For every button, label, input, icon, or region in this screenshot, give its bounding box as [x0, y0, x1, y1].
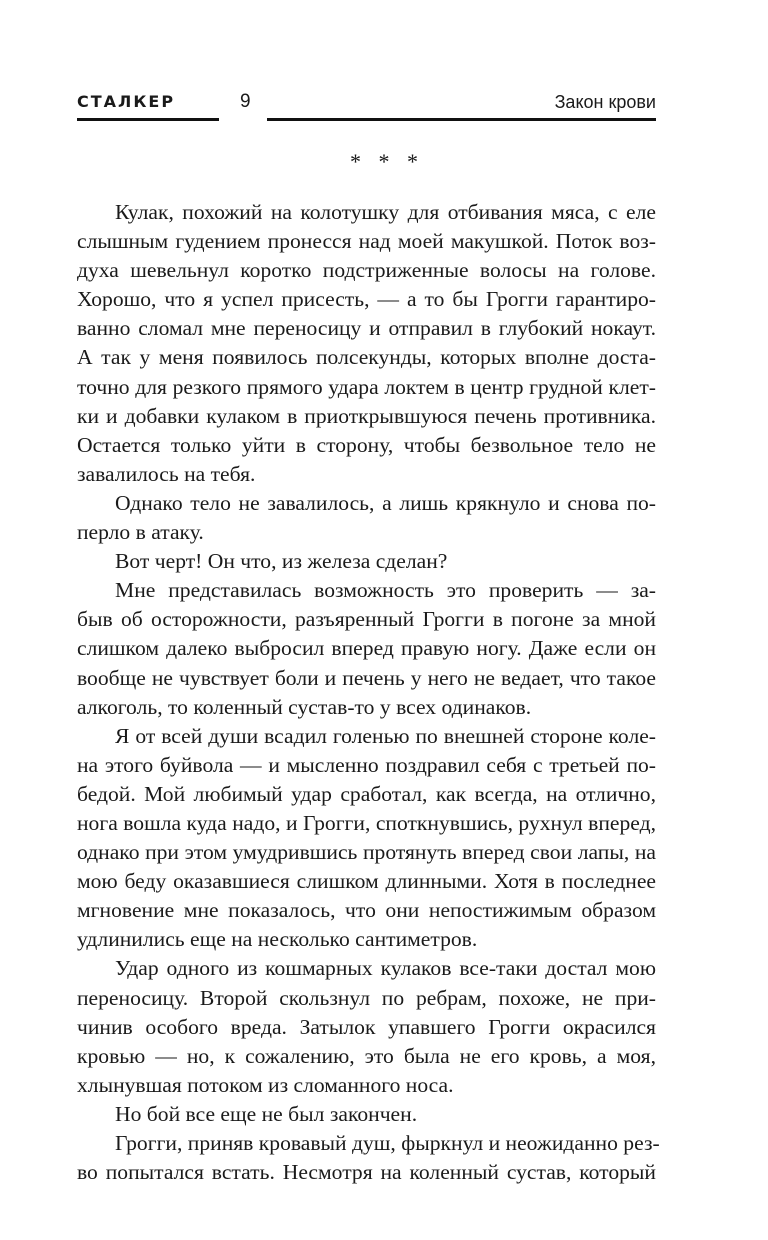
header-rule-right	[267, 118, 656, 121]
text-line: слишком далеко выбросил вперед правую ногу. Даже если он	[77, 636, 656, 661]
text-line: Мне представилась возможность это проверить — за-	[115, 578, 656, 603]
text-line: Однако тело не завалилось, а лишь крякнуло и снова по-	[115, 490, 656, 515]
text-line: бедой. Мой любимый удар сработал, как всегда, на отлично,	[77, 781, 656, 806]
text-line: Я от всей души всадил голенью по внешней стороне коле-	[115, 723, 656, 748]
text-line: Кулак, похожий на колотушку для отбивания мяса, с еле	[115, 200, 656, 224]
text-line: хлынувшая потоком из сломанного носа.	[77, 1072, 454, 1097]
series-title: СТАЛКЕР	[77, 92, 176, 111]
text-line: однако при этом умудрившись протянуть вперед свои лапы, на	[77, 840, 656, 865]
text-line: Но бой все еще не был закончен.	[115, 1101, 418, 1126]
book-title: Закон крови	[554, 92, 656, 112]
text-line: на этого буйвола — и мысленно поздравил себя с третьей по-	[77, 752, 656, 777]
page-number: 9	[240, 91, 251, 112]
text-line: Остается только уйти в сторону, чтобы безвольное тело не	[77, 432, 656, 457]
text-line: Хорошо, что я успел присесть, — а то бы Грогги гарантиро-	[77, 287, 656, 312]
text-line: во попытался встать. Несмотря на коленный сустав, который	[77, 1160, 656, 1185]
text-line: духа шевельнул коротко подстриженные волосы на голове.	[77, 258, 656, 283]
text-line: слышным гудением пронесся над моей макушкой. Поток воз-	[77, 229, 656, 254]
text-line: переносицу. Второй скользнул по ребрам, похоже, не при-	[77, 985, 656, 1010]
header-rule-left	[77, 118, 219, 121]
text-line: чинив особого вреда. Затылок упавшего Грогги окрасился	[77, 1014, 656, 1039]
running-header	[77, 88, 656, 124]
text-line: кровью — но, к сожалению, это была не его кровь, а моя,	[77, 1043, 656, 1068]
text-line: быв об осторожности, разъяренный Грогги в погоне за мной	[77, 607, 656, 632]
text-line: нога вошла куда надо, и Грогги, споткнувшись, рухнул вперед,	[77, 810, 656, 835]
text-line: алкоголь, то коленный сустав-то у всех одинаков.	[77, 694, 532, 719]
text-line: перло в атаку.	[77, 520, 204, 545]
text-line: ванно сломал мне переносицу и отправил в глубокий нокаут.	[77, 316, 656, 341]
text-line: завалилось на тебя.	[77, 461, 256, 486]
text-line: ки и добавки кулаком в приоткрывшуюся печень противника.	[77, 403, 656, 428]
text-line: мгновение мне показалось, что они непостижимым образом	[77, 898, 656, 923]
text-line: точно для резкого прямого удара локтем в центр грудной клет-	[77, 374, 656, 399]
body-text	[77, 198, 660, 1187]
text-line: удлинились еще на несколько сантиметров.	[77, 927, 478, 952]
text-line: Удар одного из кошмарных кулаков все-таки достал мою	[115, 956, 656, 981]
text-line: Вот черт! Он что, из железа сделан?	[115, 549, 448, 574]
text-line: А так у меня появилось полсекунды, которых вполне доста-	[77, 345, 656, 370]
section-break: * * *	[350, 149, 418, 174]
text-line: мою беду оказавшиеся слишком длинными. Хотя в последнее	[77, 869, 656, 894]
text-line: Грогги, приняв кровавый душ, фыркнул и неожиданно рез-	[115, 1131, 660, 1155]
text-line: вообще не чувствует боли и печень у него не ведает, что такое	[77, 665, 656, 690]
